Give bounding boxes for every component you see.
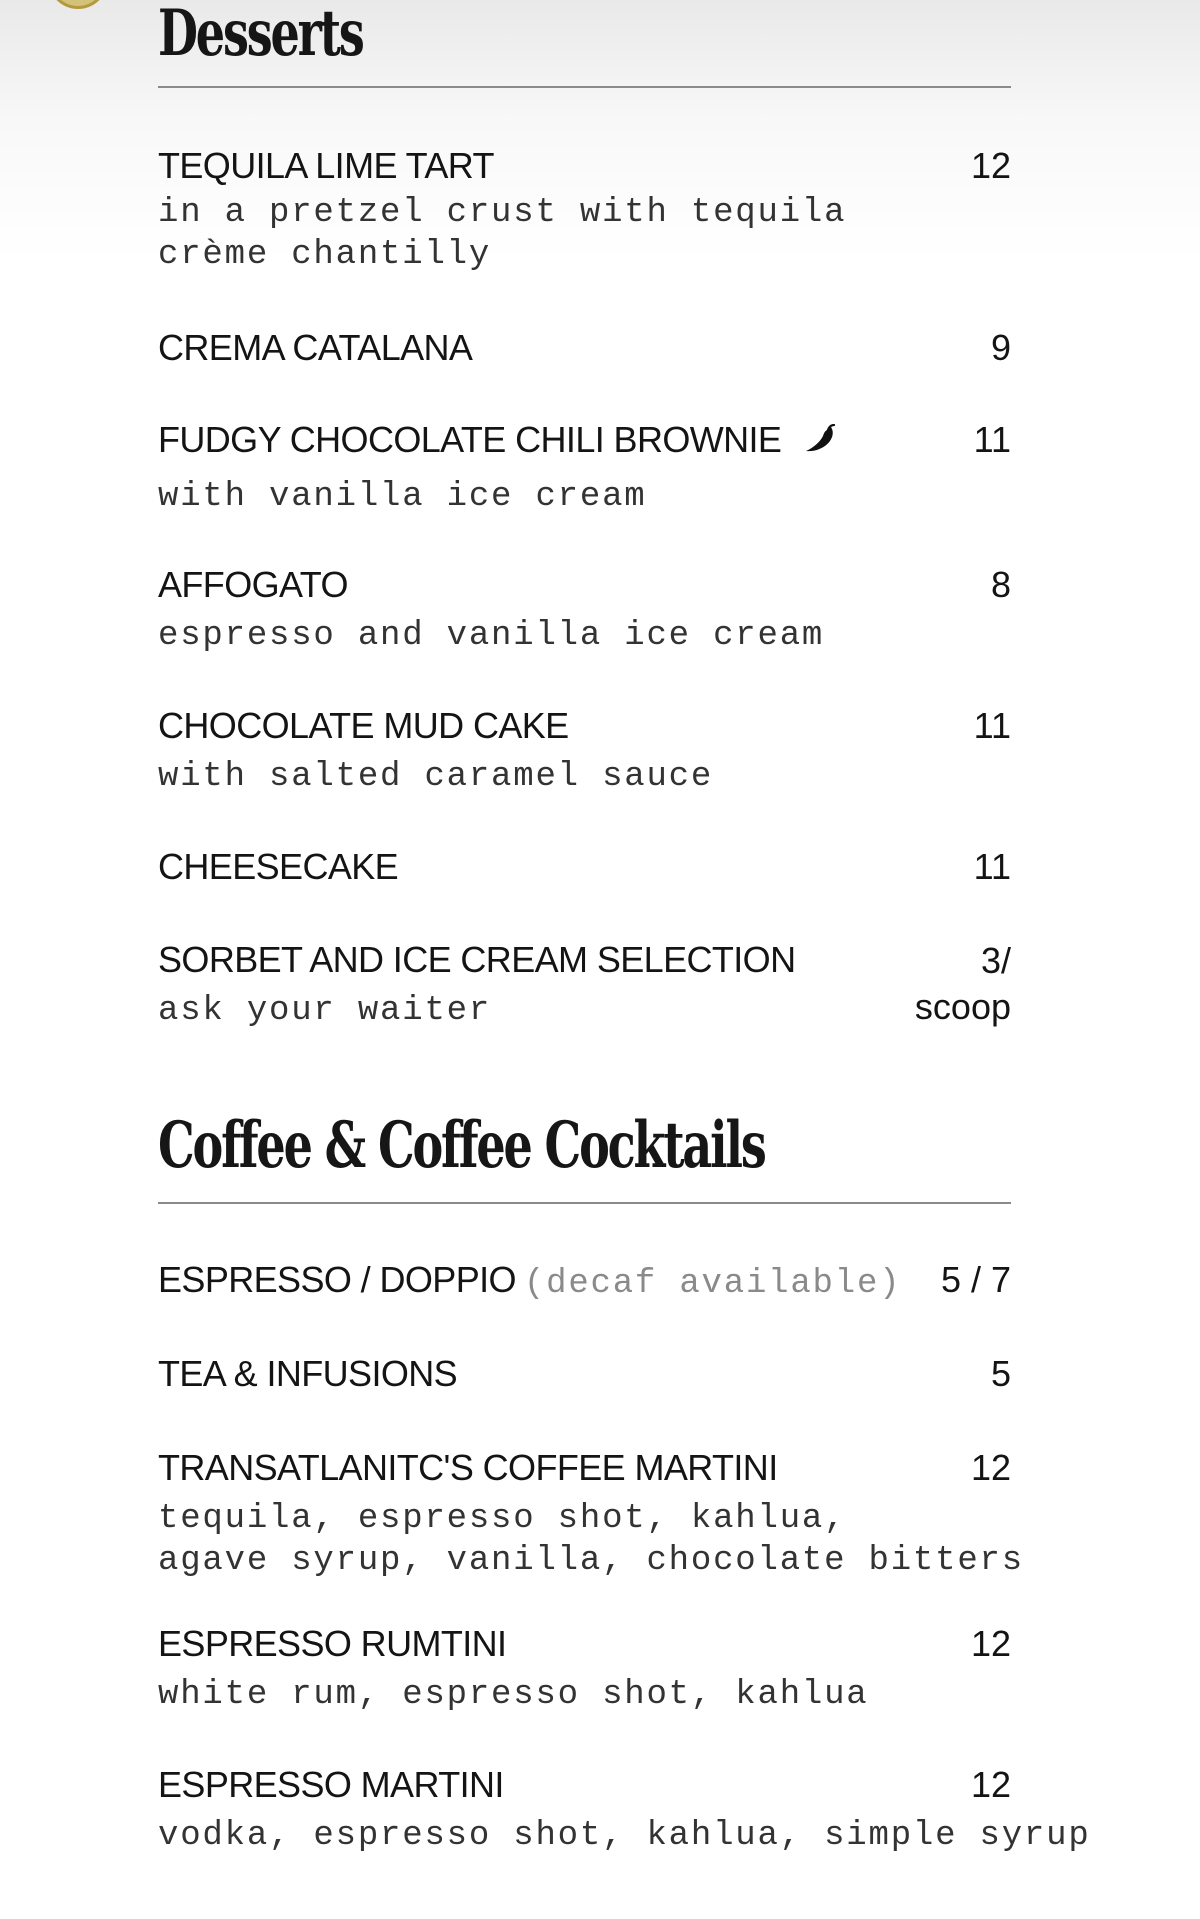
item-price: 5	[990, 1353, 1011, 1394]
item-name: TRANSATLANITC'S COFFEE MARTINI	[158, 1447, 778, 1488]
item-name: AFFOGATO	[158, 564, 348, 605]
coffee-title: Coffee & Coffee Cocktails	[158, 1108, 765, 1183]
item-price	[915, 938, 1011, 1030]
item-name: ESPRESSO / DOPPIO	[158, 1259, 516, 1300]
item-description-line: ask your waiter	[158, 992, 492, 1030]
item-description-line: vodka, espresso shot, kahlua, simple syrup	[158, 1817, 1091, 1855]
item-description-line: tequila, espresso shot, kahlua,	[158, 1500, 847, 1538]
item-description-line: in a pretzel crust with tequila	[158, 194, 847, 232]
item-price: 11	[973, 705, 1011, 746]
item-name: ESPRESSO MARTINI	[158, 1764, 504, 1805]
item-name: CREMA CATALANA	[158, 327, 473, 368]
item-price: 9	[990, 327, 1011, 368]
item-name-row	[158, 420, 837, 460]
item-description-line: espresso and vanilla ice cream	[158, 617, 825, 655]
item-price: 8	[990, 564, 1011, 605]
item-name: SORBET AND ICE CREAM SELECTION	[158, 939, 796, 980]
item-price: 5 / 7	[940, 1259, 1011, 1300]
item-description-line: agave syrup, vanilla, chocolate bitters	[158, 1542, 1024, 1580]
item-description-line: with vanilla ice cream	[158, 478, 647, 516]
item-description-line: crème chantilly	[158, 236, 492, 274]
item-price: 11	[973, 419, 1011, 460]
item-price: 12	[970, 145, 1011, 186]
item-price: 12	[970, 1764, 1011, 1805]
item-price: 11	[973, 846, 1011, 887]
chili-pepper-icon	[803, 424, 837, 454]
item-price: 12	[970, 1623, 1011, 1664]
item-price: 12	[970, 1447, 1011, 1488]
item-name: TEQUILA LIME TART	[158, 145, 494, 186]
item-description-line: with salted caramel sauce	[158, 758, 714, 796]
item-name: ESPRESSO RUMTINI	[158, 1623, 507, 1664]
coffee-divider	[158, 1202, 1011, 1204]
item-name: CHOCOLATE MUD CAKE	[158, 705, 569, 746]
logo-icon	[48, 0, 108, 9]
desserts-title: Desserts	[158, 0, 363, 71]
item-price-line: scoop	[914, 986, 1011, 1027]
item-name: TEA & INFUSIONS	[158, 1353, 458, 1394]
item-description-line: white rum, espresso shot, kahlua	[158, 1676, 869, 1714]
item-name: FUDGY CHOCOLATE CHILI BROWNIE	[158, 419, 782, 460]
item-name-row	[158, 1260, 901, 1304]
item-name: CHEESECAKE	[158, 846, 399, 887]
item-price-line: 3/	[980, 940, 1011, 981]
item-note: (decaf available)	[523, 1265, 902, 1303]
desserts-divider	[158, 86, 1011, 88]
